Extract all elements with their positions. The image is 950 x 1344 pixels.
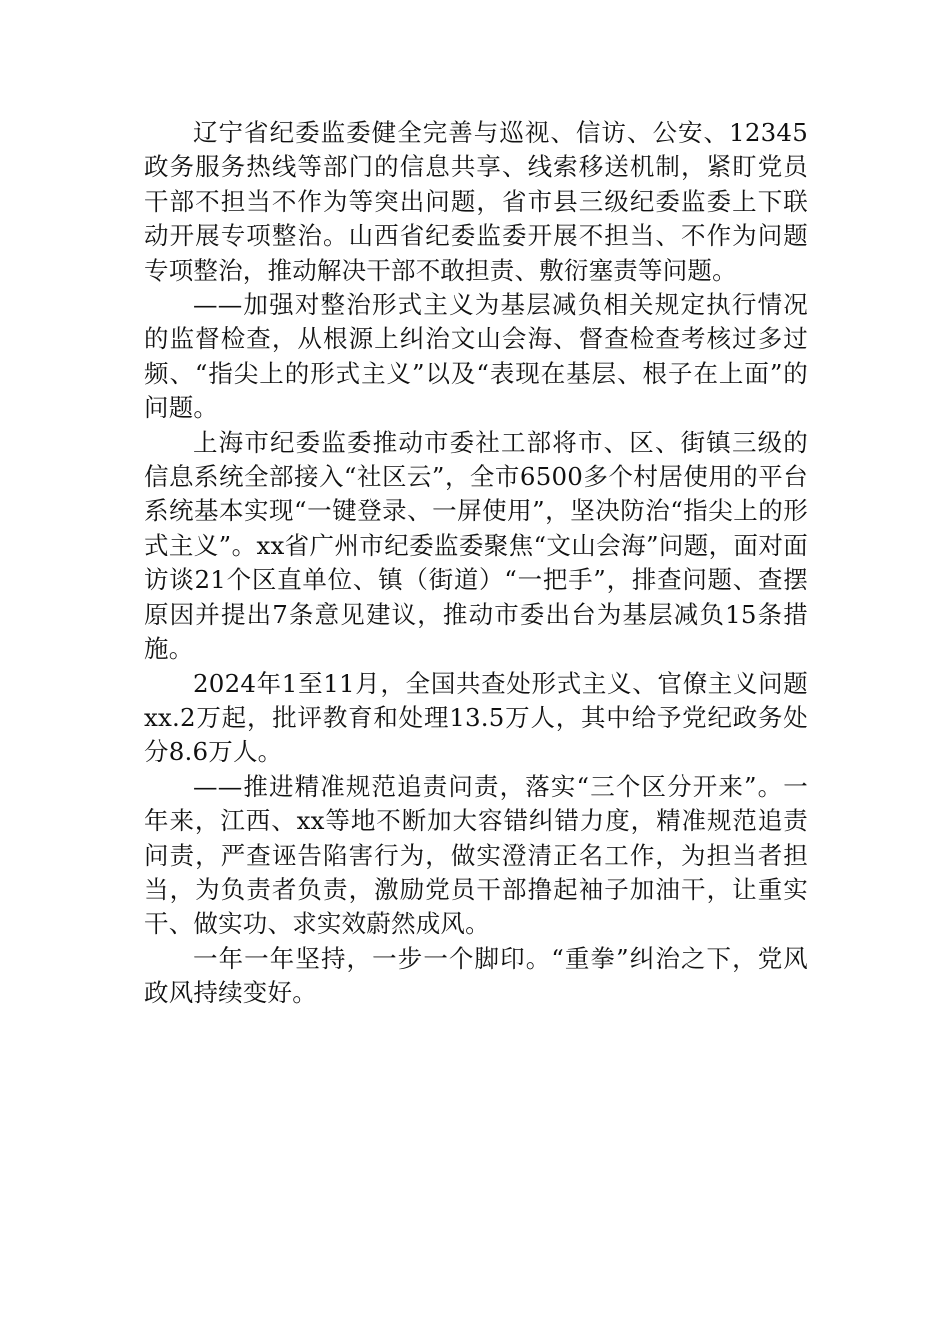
- paragraph-6: 一年一年坚持，一步一个脚印。“重拳”纠治之下，党风政风持续变好。: [144, 943, 808, 1008]
- paragraph-5: ——推进精准规范追责问责，落实“三个区分开来”。一年来，江西、xx等地不断加大容错纠错力度，精准规范追责问责，严查诬告陷害行为，做实澄清正名工作，为担当者担当，为负责者负责，激励党员干部撸起袖子加油干，让重实干、做实功、求实效蔚然成风。: [144, 771, 808, 939]
- paragraph-2: ——加强对整治形式主义为基层减负相关规定执行情况的监督检查，从根源上纠治文山会海、督查检查考核过多过频、“指尖上的形式主义”以及“表现在基层、根子在上面”的问题。: [144, 290, 808, 423]
- paragraph-3: 上海市纪委监委推动市委社工部将市、区、街镇三级的信息系统全部接入“社区云”，全市6500多个村居使用的平台系统基本实现“一键登录、一屏使用”，坚决防治“指尖上的形式主义”。xx省广州市纪委监委聚焦“文山会海”问题，面对面访谈21个区直单位、镇（街道）“一把手”，排查问题、查摆原因并提出7条意见建议，推动市委出台为基层减负15条措施。: [144, 427, 808, 664]
- paragraph-4: 2024年1至11月，全国共查处形式主义、官僚主义问题xx.2万起，批评教育和处理13.5万人，其中给予党纪政务处分8.6万人。: [144, 668, 808, 767]
- document-body: [144, 116, 808, 1011]
- paragraph-1: 辽宁省纪委监委健全完善与巡视、信访、公安、12345政务服务热线等部门的信息共享、线索移送机制，紧盯党员干部不担当不作为等突出问题，省市县三级纪委监委上下联动开展专项整治。山西省纪委监委开展不担当、不作为问题专项整治，推动解决干部不敢担责、敷衍塞责等问题。: [144, 118, 808, 285]
